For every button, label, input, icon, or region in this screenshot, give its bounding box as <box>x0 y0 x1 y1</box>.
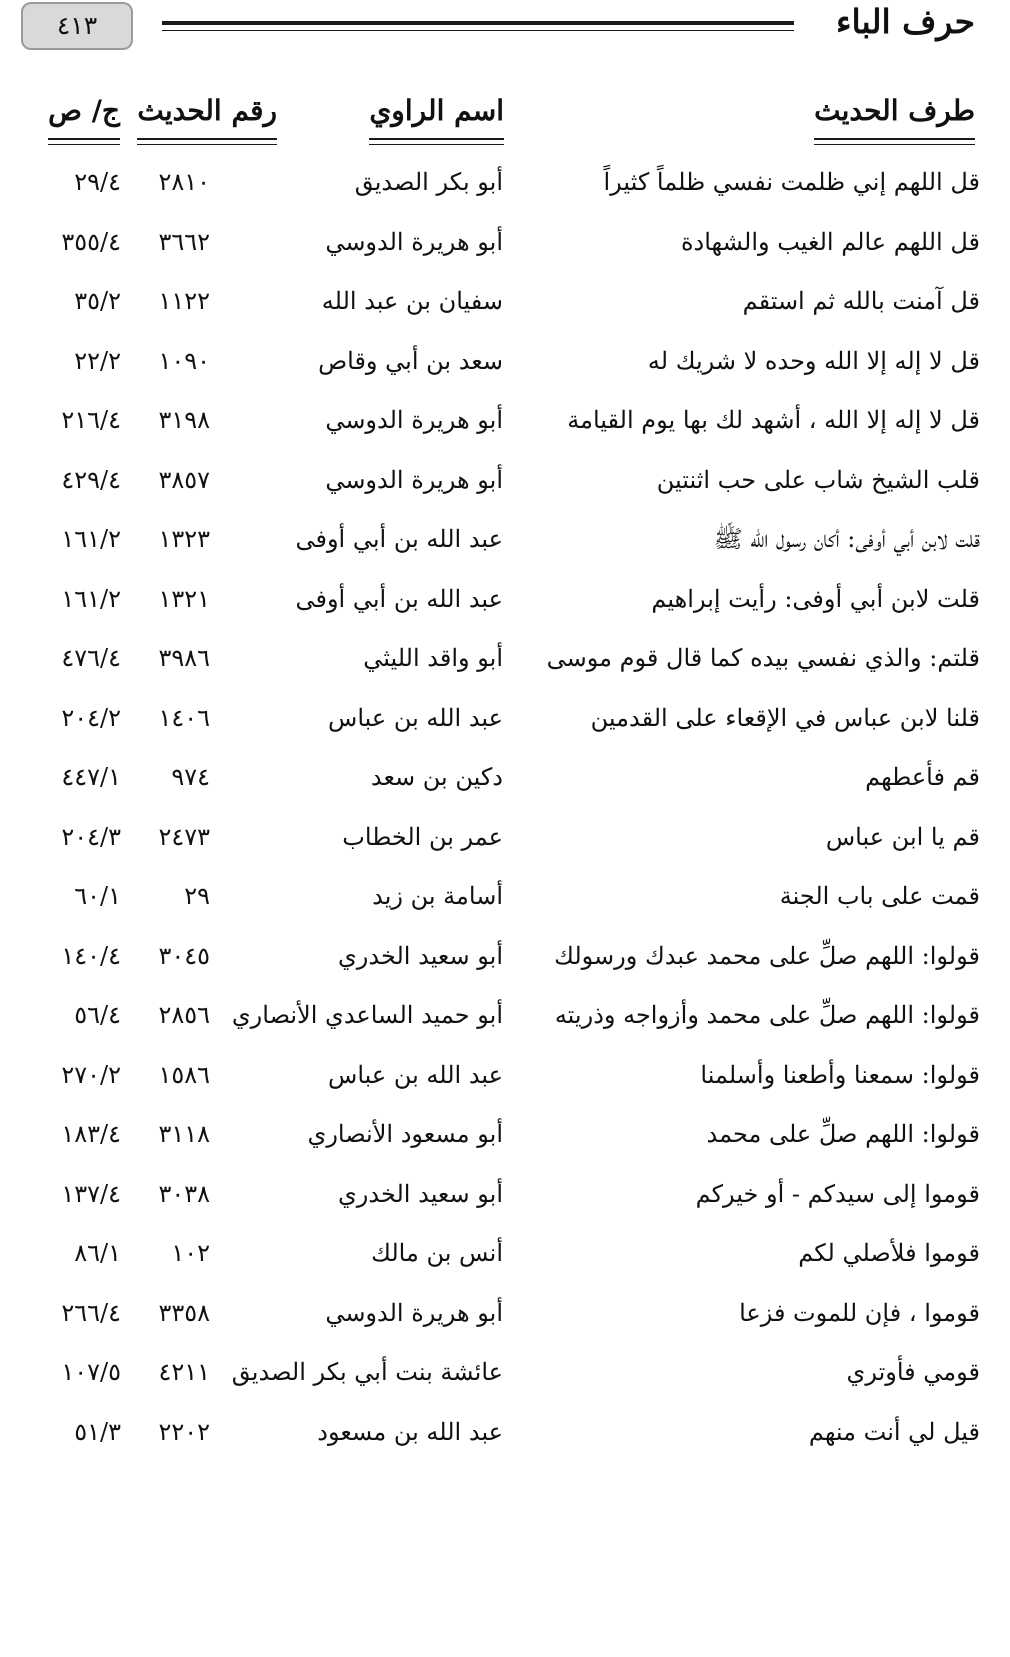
column-header-narrator-label: اسم الراوي <box>369 94 504 127</box>
table-row <box>0 455 1010 515</box>
volume-page-cell: ٥٦/٤ <box>74 1001 121 1029</box>
hadith-cell: قلت لابن أبي أوفى: رأيت إبراهيم <box>651 584 980 613</box>
hadith-cell: قم يا ابن عباس <box>825 822 980 851</box>
table-body <box>0 157 1010 1466</box>
hadith-number-cell: ٢٢٠٢ <box>158 1417 210 1446</box>
hadith-number-cell: ٢٤٧٣ <box>158 822 210 851</box>
volume-page-cell: ٢٠٤/٣ <box>61 822 121 851</box>
hadith-cell: قوموا ، فإن للموت فزعا <box>739 1298 980 1327</box>
hadith-cell: قولوا: اللهم صلِّ على محمد وأزواجه وذريته <box>554 1001 980 1029</box>
volume-page-cell: ٢٠٤/٢ <box>61 703 121 732</box>
narrator-cell: أبو هريرة الدوسي <box>325 1298 503 1327</box>
table-row <box>0 752 1010 812</box>
volume-page-cell: ٤٢٩/٤ <box>61 465 121 494</box>
hadith-cell: قوموا إلى سيدكم - أو خيركم <box>695 1179 980 1208</box>
column-header-narrator <box>369 88 504 138</box>
narrator-cell: عبد الله بن أبي أوفى <box>295 525 503 553</box>
table-row <box>0 395 1010 455</box>
column-header-underline <box>48 144 120 145</box>
hadith-number-cell: ٢٨١٠ <box>158 168 210 196</box>
column-header-underline <box>369 144 504 145</box>
narrator-cell: عبد الله بن عباس <box>328 703 503 732</box>
volume-page-cell: ٢٢/٢ <box>74 346 121 375</box>
hadith-number-cell: ١٣٢١ <box>158 584 210 613</box>
hadith-cell: قولوا: اللهم صلِّ على محمد <box>706 1120 980 1148</box>
hadith-number-cell: ١١٢٢ <box>158 287 210 315</box>
hadith-cell: قولوا: سمعنا وأطعنا وأسلمنا <box>700 1060 980 1089</box>
hadith-number-cell: ٤٢١١ <box>158 1358 210 1386</box>
hadith-cell: قل لا إله إلا الله وحده لا شريك له <box>647 346 980 375</box>
hadith-number-cell: ٣٩٨٦ <box>158 644 210 672</box>
hadith-cell: قلتم: والذي نفسي بيده كما قال قوم موسى <box>546 644 980 672</box>
hadith-cell: قوموا فلأصلي لكم <box>798 1239 980 1267</box>
table-row <box>0 276 1010 336</box>
column-header-underline <box>814 144 975 145</box>
narrator-cell: سفيان بن عبد الله <box>321 287 503 315</box>
column-header-underline <box>48 138 120 140</box>
hadith-cell: قلب الشيخ شاب على حب اثنتين <box>656 465 980 494</box>
narrator-cell: أبو واقد الليثي <box>363 644 503 672</box>
hadith-number-cell: ٣٠٤٥ <box>158 941 210 970</box>
table-row <box>0 693 1010 753</box>
table-row <box>0 1109 1010 1169</box>
header-rule-thick <box>162 21 794 25</box>
hadith-number-cell: ١٥٨٦ <box>158 1060 210 1089</box>
table-header-row <box>0 88 1010 152</box>
table-row <box>0 931 1010 991</box>
table-row <box>0 514 1010 574</box>
hadith-cell: قل لا إله إلا الله ، أشهد لك بها يوم القيامة <box>567 406 980 434</box>
table-row <box>0 574 1010 634</box>
volume-page-cell: ٦٠/١ <box>74 882 121 910</box>
narrator-cell: أبو هريرة الدوسي <box>325 406 503 434</box>
narrator-cell: عبد الله بن عباس <box>328 1060 503 1089</box>
volume-page-cell: ٤٤٧/١ <box>61 763 121 791</box>
hadith-cell: قلنا لابن عباس في الإقعاء على القدمين <box>590 703 980 732</box>
column-header-underline <box>814 138 975 140</box>
narrator-cell: أبو مسعود الأنصاري <box>307 1120 503 1148</box>
page-number-badge <box>21 2 133 50</box>
hadith-number-cell: ٣٨٥٧ <box>158 465 210 494</box>
chapter-title: حرف الباء <box>835 2 975 41</box>
volume-page-cell: ٤٧٦/٤ <box>61 644 121 672</box>
hadith-cell: قيل لي أنت منهم <box>808 1417 980 1446</box>
hadith-number-cell: ١٠٩٠ <box>158 346 210 375</box>
volume-page-cell: ٥١/٣ <box>74 1417 121 1446</box>
page-number: ٤١٣ <box>56 11 98 40</box>
hadith-number-cell: ١٠٢ <box>171 1239 210 1267</box>
table-row <box>0 336 1010 396</box>
table-row <box>0 633 1010 693</box>
hadith-number-cell: ٣٦٦٢ <box>158 227 210 256</box>
hadith-number-cell: ١٤٠٦ <box>158 703 210 732</box>
table-row <box>0 1347 1010 1407</box>
narrator-cell: أبو سعيد الخدري <box>338 1179 503 1208</box>
narrator-cell: عمر بن الخطاب <box>342 822 503 851</box>
hadith-cell: قل اللهم إني ظلمت نفسي ظلماً كثيراً <box>603 168 980 196</box>
volume-page-cell: ٢٩/٤ <box>74 168 121 196</box>
volume-page-cell: ١٣٧/٤ <box>61 1179 121 1208</box>
table-row <box>0 812 1010 872</box>
hadith-number-cell: ٣١١٨ <box>158 1120 210 1148</box>
volume-page-cell: ١٦١/٢ <box>61 525 121 553</box>
hadith-cell: قل آمنت بالله ثم استقم <box>742 287 980 315</box>
column-header-volume-page-label: ج/ ص <box>48 94 120 127</box>
volume-page-cell: ٢٦٦/٤ <box>61 1298 121 1327</box>
hadith-cell: قولوا: اللهم صلِّ على محمد عبدك ورسولك <box>554 941 980 970</box>
narrator-cell: عبد الله بن مسعود <box>317 1417 503 1446</box>
narrator-cell: أنس بن مالك <box>371 1239 503 1267</box>
narrator-cell: سعد بن أبي وقاص <box>318 346 503 375</box>
hadith-number-cell: ٩٧٤ <box>171 763 210 791</box>
narrator-cell: أبو هريرة الدوسي <box>325 465 503 494</box>
volume-page-cell: ٣٥٥/٤ <box>61 227 121 256</box>
hadith-number-cell: ١٣٢٣ <box>158 525 210 553</box>
narrator-cell: أبو بكر الصديق <box>354 168 503 196</box>
column-header-underline <box>137 144 277 145</box>
volume-page-cell: ٢١٦/٤ <box>61 406 121 434</box>
hadith-cell: قم فأعطهم <box>865 763 980 791</box>
volume-page-cell: ٨٦/١ <box>74 1239 121 1267</box>
narrator-cell: عائشة بنت أبي بكر الصديق <box>231 1358 503 1386</box>
table-row <box>0 217 1010 277</box>
hadith-cell: قل اللهم عالم الغيب والشهادة <box>680 227 980 256</box>
volume-page-cell: ٢٧٠/٢ <box>61 1060 121 1089</box>
table-row <box>0 1050 1010 1110</box>
narrator-cell: دكين بن سعد <box>370 763 503 791</box>
volume-page-cell: ١٠٧/٥ <box>61 1358 121 1386</box>
hadith-number-cell: ٣٠٣٨ <box>158 1179 210 1208</box>
volume-page-cell: ١٦١/٢ <box>61 584 121 613</box>
column-header-hadith-label: طرف الحديث <box>814 94 975 127</box>
hadith-number-cell: ٢٨٥٦ <box>158 1001 210 1029</box>
hadith-cell: قلت لابن أبي أوفى: أكان رسول الله ﷺ <box>713 525 980 553</box>
column-header-underline <box>369 138 504 140</box>
running-head <box>0 0 1010 60</box>
table-row <box>0 1169 1010 1229</box>
narrator-cell: أسامة بن زيد <box>372 882 503 910</box>
narrator-cell: عبد الله بن أبي أوفى <box>295 584 503 613</box>
table-row <box>0 1288 1010 1348</box>
hadith-number-cell: ٢٩ <box>184 882 210 910</box>
column-header-number <box>137 88 277 138</box>
volume-page-cell: ١٤٠/٤ <box>61 941 121 970</box>
table-row <box>0 1407 1010 1467</box>
table-row <box>0 1228 1010 1288</box>
column-header-number-label: رقم الحديث <box>137 94 277 127</box>
table-row <box>0 157 1010 217</box>
narrator-cell: أبو سعيد الخدري <box>338 941 503 970</box>
table-row <box>0 871 1010 931</box>
volume-page-cell: ٣٥/٢ <box>74 287 121 315</box>
hadith-cell: قومي فأوتري <box>846 1358 980 1386</box>
column-header-underline <box>137 138 277 140</box>
column-header-volume-page <box>48 88 120 138</box>
narrator-cell: أبو حميد الساعدي الأنصاري <box>231 1001 503 1029</box>
hadith-cell: قمت على باب الجنة <box>779 882 980 910</box>
table-row <box>0 990 1010 1050</box>
column-header-hadith <box>814 88 975 138</box>
narrator-cell: أبو هريرة الدوسي <box>325 227 503 256</box>
hadith-number-cell: ٣١٩٨ <box>158 406 210 434</box>
hadith-number-cell: ٣٣٥٨ <box>158 1298 210 1327</box>
header-rule-thin <box>162 30 794 31</box>
volume-page-cell: ١٨٣/٤ <box>61 1120 121 1148</box>
